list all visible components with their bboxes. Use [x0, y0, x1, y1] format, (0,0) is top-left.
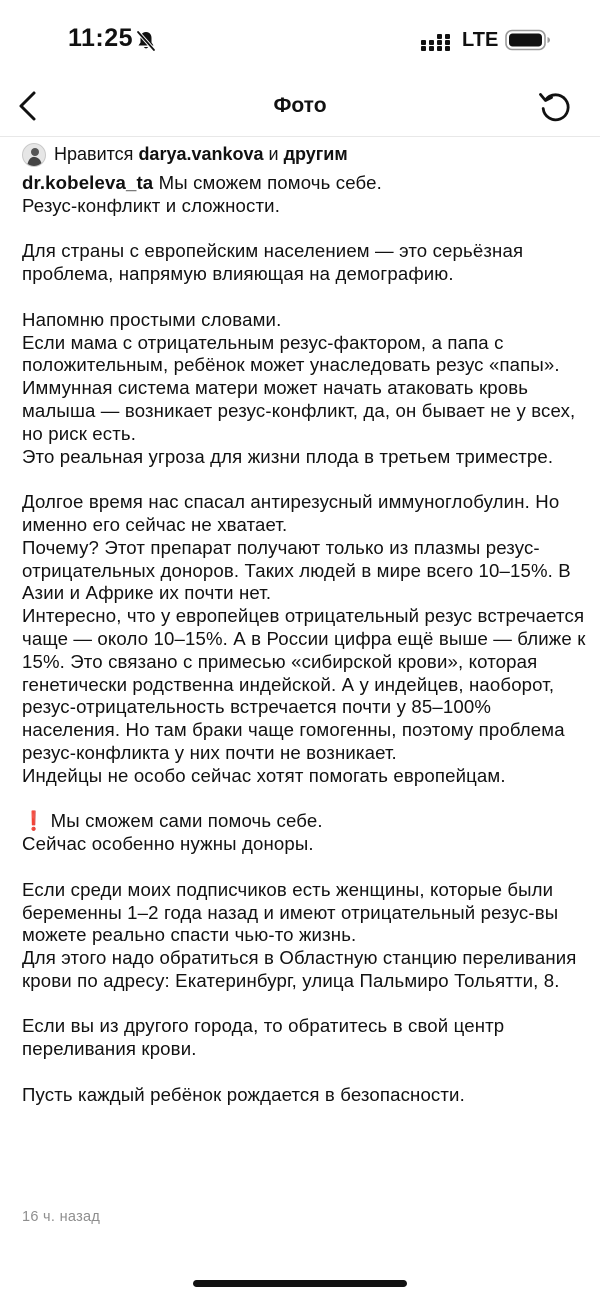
nav-bar: [0, 82, 600, 134]
caption-text: Мы сможем помочь себе. Резус-конфликт и сложности. Для страны с европейским населением — это серьёзная проблема, напрямую влияющая на демографию. Напомню простыми словами. Если мама с отрицательным резус-фактором, а папа с положительным, ребёнок может унаследовать резус «папы». Иммунная система матери может начать атаковать кровь малыша — возникает резус-конфликт, да, он бывает не у всех, но риск есть. Это реальная угроза для жизни плода в третьем триместре. Долгое время нас спасал антирезусный иммуноглобулин. Но именно его сейчас не хватает. Почему? Этот препарат получают только из плазмы резус-отрицательных доноров. Таких людей в мире всего 10–15%. В Азии и Африке их почти нет. Интересно, что у европейцев отрицательный резус встречается чаще — около 10–15%. А в России цифра ещё выше — ближе к 15%. Это связано с примесью «сибирской крови», которая генетически родственна индейской. А у индейцев, наоборот, резус-отрицательность встречается почти у 85–100% населения. Но там браки чаще гомогенны, поэтому проблема резус-конфликта у них почти не возникает. Индейцы не особо сейчас хотят помогать европейцам. ❗ Мы сможем сами помочь себе. Сейчас особенно нужны доноры. Если среди моих подписчиков есть женщины, которые были беременны 1–2 года назад и имеют отрицательный резус-вы можете реально спасти чью-то жизнь. Для этого надо обратиться в Областную станцию переливания крови по адресу: Екатеринбург, улица Пальмиро Тольятти, 8. Если вы из другого города, то обратитесь в свой центр переливания крови. Пусть каждый ребёнок рождается в безопасности.: [22, 172, 586, 1105]
home-indicator: [193, 1280, 407, 1287]
network-type: LTE: [462, 29, 499, 51]
post-timestamp: 16 ч. назад: [22, 1209, 101, 1225]
likes-prefix: Нравится: [54, 144, 139, 164]
person-icon: [23, 144, 45, 166]
bell-slash-icon: [134, 29, 158, 53]
status-time: 11:25: [68, 24, 134, 52]
likes-row[interactable]: [22, 143, 582, 169]
avatar[interactable]: [22, 143, 46, 167]
post-caption: [22, 172, 588, 1107]
page-title: Фото: [273, 94, 327, 117]
post-username[interactable]: dr.kobeleva_ta: [22, 172, 154, 193]
header-divider: [0, 136, 600, 137]
refresh-icon[interactable]: [537, 88, 573, 124]
status-bar: [0, 0, 600, 82]
signal-icon: [421, 33, 455, 51]
liker-username[interactable]: darya.vankova: [138, 144, 264, 164]
likes-others-link[interactable]: другим: [283, 144, 348, 164]
likes-conjunction: и: [263, 144, 284, 164]
battery-icon: [505, 29, 551, 51]
likes-text: [54, 144, 348, 165]
